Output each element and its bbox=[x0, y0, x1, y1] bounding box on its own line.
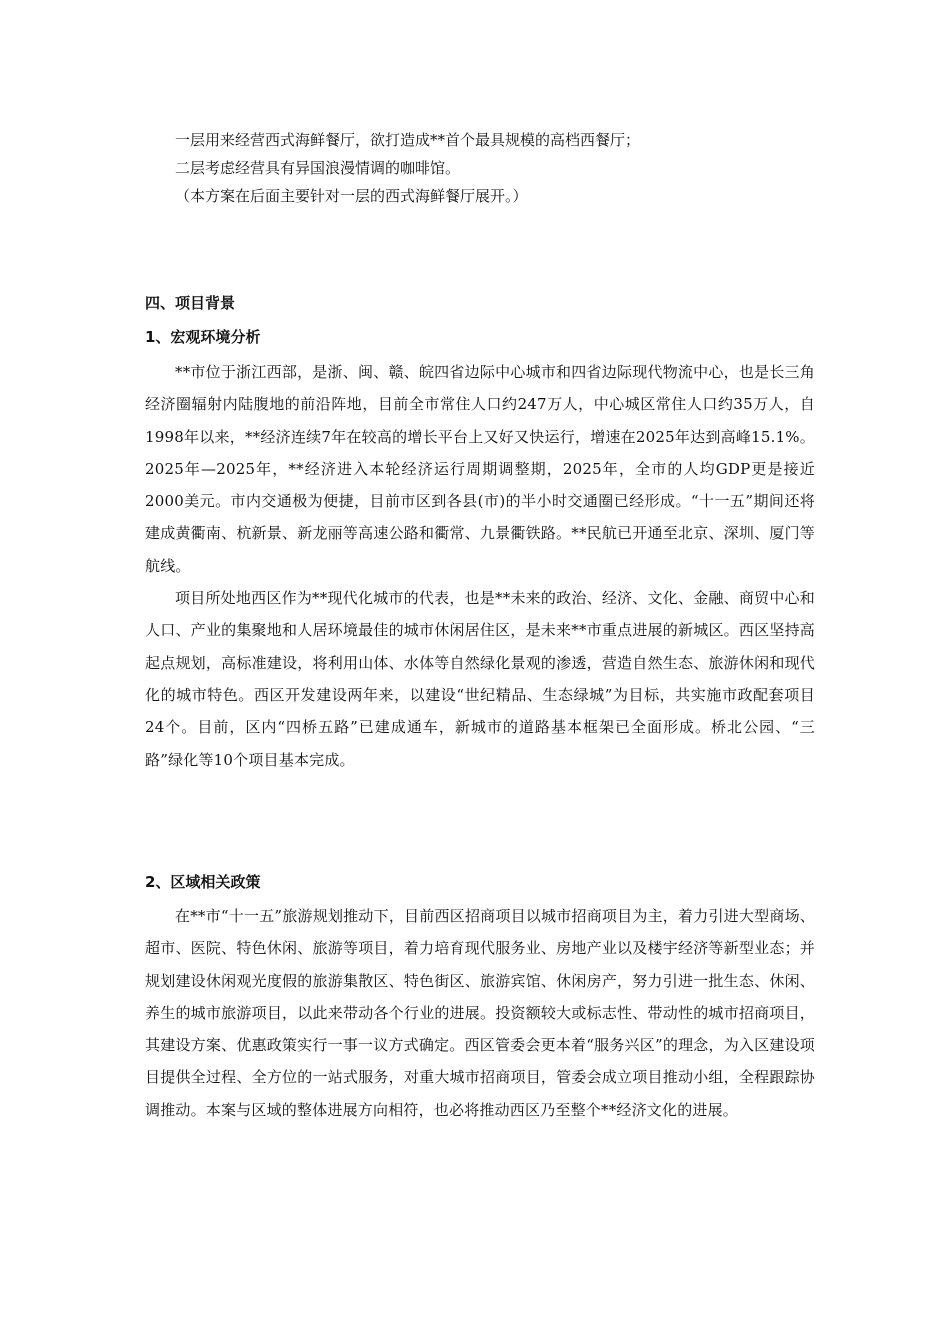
macro-environment-paragraph-1: **市位于浙江西部，是浙、闽、赣、皖四省边际中心城市和四省边际现代物流中心，也是长三角经济圈辐射内陆腹地的前沿阵地，目前全市常住人口约247万人，中心城区常住人口约35万人，自1998年以来，**经济连续7年在较高的增长平台上又好又快运行，增速在2025年达到高峰15.1%。2025年—2025年，**经济进入本轮经济运行周期调整期，2025年，全市的人均GDP更是接近2000美元。市内交通极为便捷，目前市区到各县(市)的半小时交通圈已经形成。“十一五”期间还将建成黄衢南、杭新景、新龙丽等高速公路和衢常、九景衢铁路。**民航已开通至北京、深圳、厦门等航线。 bbox=[145, 363, 815, 575]
subsection-heading-regional-policy: 2、区域相关政策 bbox=[145, 873, 261, 891]
section-heading-project-background: 四、项目背景 bbox=[145, 294, 236, 312]
macro-environment-paragraph-2: 项目所处地西区作为**现代化城市的代表，也是**未来的政治、经济、文化、金融、商贸中心和人口、产业的集聚地和人居环境最佳的城市休闲居住区，是未来**市重点进展的新城区。西区坚持高起点规划，高标准建设，将利用山体、水体等自然绿化景观的渗透，营造自然生态、旅游休闲和现代化的城市特色。西区开发建设两年来，以建设“世纪精品、生态绿城”为目标，共实施市政配套项目24个。目前，区内“四桥五路”已建成通车，新城市的道路基本框架已全面形成。桥北公园、“三路”绿化等10个项目基本完成。 bbox=[145, 589, 815, 769]
regional-policy-paragraph-1: 在**市“十一五”旅游规划推动下，目前西区招商项目以城市招商项目为主，着力引进大型商场、超市、医院、特色休闲、旅游等项目，着力培育现代服务业、房地产业以及楼宇经济等新型业态；并规划建设休闲观光度假的旅游集散区、特色街区、旅游宾馆、休闲房产，努力引进一批生态、休闲、养生的城市旅游项目，以此来带动各个行业的进展。投资额较大或标志性、带动性的城市招商项目，其建设方案、优惠政策实行一事一议方式确定。西区管委会更本着“服务兴区”的理念，为入区建设项目提供全过程、全方位的一站式服务，对重大城市招商项目，管委会成立项目推动小组，全程跟踪协调推动。本案与区域的整体进展方向相符，也必将推动西区乃至整个**经济文化的进展。 bbox=[145, 907, 815, 1119]
regional-policy-body bbox=[145, 900, 815, 1126]
intro-line-1: 一层用来经营西式海鲜餐厅，欲打造成**首个最具规模的高档西餐厅； bbox=[175, 131, 641, 149]
intro-line-3: （本方案在后面主要针对一层的西式海鲜餐厅展开。） bbox=[175, 187, 528, 205]
macro-environment-body bbox=[145, 356, 815, 776]
intro-block bbox=[145, 126, 815, 210]
subsection-heading-macro-environment: 1、宏观环境分析 bbox=[145, 328, 261, 346]
intro-line-2: 二层考虑经营具有异国浪漫情调的咖啡馆。 bbox=[175, 159, 461, 177]
